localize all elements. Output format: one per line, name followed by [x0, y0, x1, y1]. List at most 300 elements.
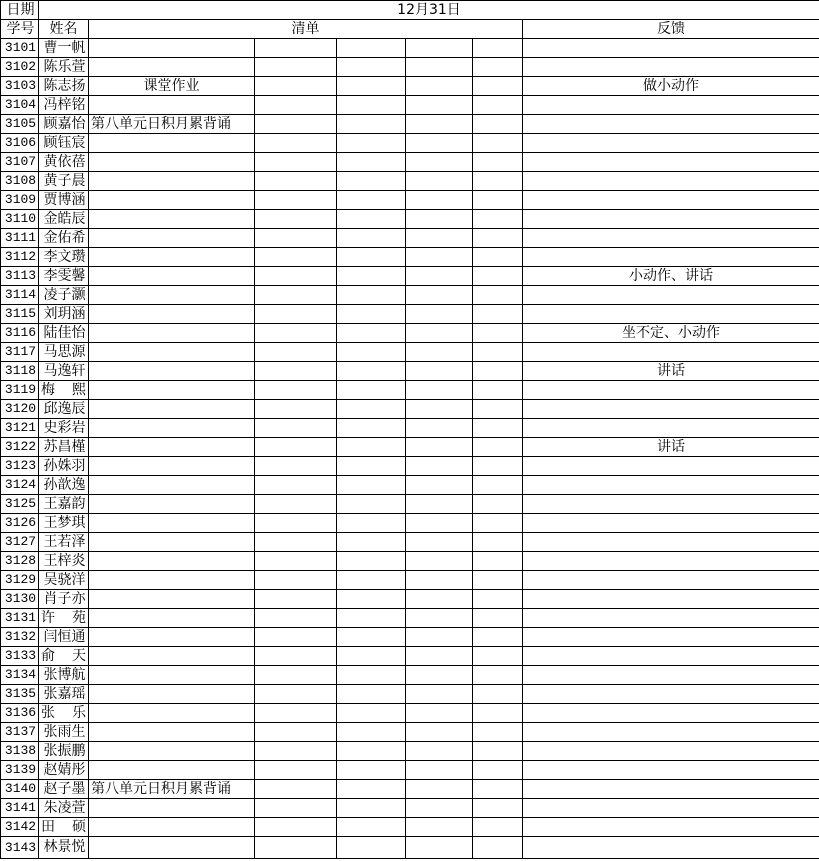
checklist-task-cell[interactable]: [89, 476, 255, 495]
checklist-check-cell[interactable]: [473, 381, 523, 400]
checklist-check-cell[interactable]: [337, 837, 406, 859]
checklist-check-cell[interactable]: [255, 685, 337, 704]
checklist-check-cell[interactable]: [473, 495, 523, 514]
checklist-task-cell[interactable]: [89, 590, 255, 609]
student-id-cell[interactable]: 3107: [1, 153, 39, 172]
student-id-cell[interactable]: 3119: [1, 381, 39, 400]
checklist-check-cell[interactable]: [473, 324, 523, 343]
checklist-check-cell[interactable]: [406, 381, 473, 400]
feedback-cell[interactable]: [523, 286, 819, 305]
checklist-check-cell[interactable]: [406, 96, 473, 115]
checklist-check-cell[interactable]: [473, 647, 523, 666]
feedback-cell[interactable]: [523, 723, 819, 742]
checklist-check-cell[interactable]: [406, 324, 473, 343]
checklist-check-cell[interactable]: [255, 324, 337, 343]
student-id-cell[interactable]: 3104: [1, 96, 39, 115]
checklist-check-cell[interactable]: [473, 267, 523, 286]
checklist-check-cell[interactable]: [255, 609, 337, 628]
feedback-cell[interactable]: [523, 780, 819, 799]
student-id-cell[interactable]: 3130: [1, 590, 39, 609]
checklist-check-cell[interactable]: [473, 818, 523, 837]
checklist-check-cell[interactable]: [406, 305, 473, 324]
feedback-cell[interactable]: [523, 818, 819, 837]
checklist-task-cell[interactable]: [89, 39, 255, 58]
feedback-cell[interactable]: [523, 666, 819, 685]
checklist-check-cell[interactable]: [337, 305, 406, 324]
student-name-cell[interactable]: 陈乐萱: [39, 58, 89, 77]
checklist-check-cell[interactable]: [473, 248, 523, 267]
feedback-cell[interactable]: [523, 609, 819, 628]
checklist-check-cell[interactable]: [255, 571, 337, 590]
checklist-check-cell[interactable]: [337, 438, 406, 457]
checklist-task-cell[interactable]: [89, 533, 255, 552]
checklist-check-cell[interactable]: [337, 780, 406, 799]
checklist-check-cell[interactable]: [337, 761, 406, 780]
checklist-check-cell[interactable]: [337, 324, 406, 343]
student-name-cell[interactable]: 黄依蓓: [39, 153, 89, 172]
checklist-check-cell[interactable]: [337, 115, 406, 134]
checklist-check-cell[interactable]: [473, 172, 523, 191]
checklist-check-cell[interactable]: [406, 495, 473, 514]
checklist-check-cell[interactable]: [337, 343, 406, 362]
student-id-cell[interactable]: 3118: [1, 362, 39, 381]
checklist-check-cell[interactable]: [406, 400, 473, 419]
checklist-task-cell[interactable]: [89, 438, 255, 457]
feedback-cell[interactable]: [523, 153, 819, 172]
checklist-check-cell[interactable]: [255, 533, 337, 552]
checklist-check-cell[interactable]: [406, 134, 473, 153]
student-id-cell[interactable]: 3143: [1, 837, 39, 859]
feedback-cell[interactable]: [523, 761, 819, 780]
checklist-check-cell[interactable]: [406, 837, 473, 859]
student-name-cell[interactable]: 金佑希: [39, 229, 89, 248]
student-name-cell[interactable]: 邱逸辰: [39, 400, 89, 419]
checklist-check-cell[interactable]: [406, 761, 473, 780]
checklist-check-cell[interactable]: [473, 609, 523, 628]
checklist-check-cell[interactable]: [473, 685, 523, 704]
checklist-check-cell[interactable]: [473, 134, 523, 153]
checklist-check-cell[interactable]: [255, 210, 337, 229]
checklist-check-cell[interactable]: [473, 305, 523, 324]
student-name-cell[interactable]: 林景悦: [39, 837, 89, 859]
date-value-cell[interactable]: 12月31日: [39, 1, 819, 20]
student-id-cell[interactable]: 3102: [1, 58, 39, 77]
checklist-check-cell[interactable]: [337, 799, 406, 818]
checklist-check-cell[interactable]: [473, 286, 523, 305]
feedback-cell[interactable]: [523, 457, 819, 476]
checklist-check-cell[interactable]: [406, 628, 473, 647]
checklist-check-cell[interactable]: [406, 286, 473, 305]
checklist-check-cell[interactable]: [255, 248, 337, 267]
checklist-check-cell[interactable]: [473, 571, 523, 590]
checklist-check-cell[interactable]: [337, 666, 406, 685]
feedback-cell[interactable]: 讲话: [523, 438, 819, 457]
student-id-cell[interactable]: 3135: [1, 685, 39, 704]
checklist-check-cell[interactable]: [255, 381, 337, 400]
checklist-task-cell[interactable]: [89, 647, 255, 666]
student-id-cell[interactable]: 3127: [1, 533, 39, 552]
checklist-check-cell[interactable]: [337, 628, 406, 647]
checklist-check-cell[interactable]: [473, 343, 523, 362]
checklist-task-cell[interactable]: [89, 799, 255, 818]
student-id-cell[interactable]: 3105: [1, 115, 39, 134]
checklist-check-cell[interactable]: [406, 191, 473, 210]
feedback-cell[interactable]: [523, 419, 819, 438]
checklist-task-cell[interactable]: [89, 704, 255, 723]
checklist-check-cell[interactable]: [473, 799, 523, 818]
checklist-check-cell[interactable]: [406, 210, 473, 229]
checklist-task-cell[interactable]: [89, 761, 255, 780]
checklist-check-cell[interactable]: [255, 77, 337, 96]
feedback-cell[interactable]: [523, 647, 819, 666]
checklist-check-cell[interactable]: [406, 685, 473, 704]
checklist-check-cell[interactable]: [473, 39, 523, 58]
header-id-cell[interactable]: 学号: [1, 20, 39, 39]
checklist-check-cell[interactable]: [337, 134, 406, 153]
student-id-cell[interactable]: 3101: [1, 39, 39, 58]
checklist-check-cell[interactable]: [473, 362, 523, 381]
checklist-task-cell[interactable]: [89, 134, 255, 153]
checklist-check-cell[interactable]: [406, 229, 473, 248]
checklist-check-cell[interactable]: [406, 153, 473, 172]
feedback-cell[interactable]: [523, 248, 819, 267]
checklist-task-cell[interactable]: [89, 343, 255, 362]
student-name-cell[interactable]: 张嘉瑶: [39, 685, 89, 704]
checklist-task-cell[interactable]: [89, 362, 255, 381]
student-name-cell[interactable]: 凌子灏: [39, 286, 89, 305]
checklist-check-cell[interactable]: [255, 723, 337, 742]
checklist-check-cell[interactable]: [337, 39, 406, 58]
checklist-check-cell[interactable]: [337, 191, 406, 210]
checklist-check-cell[interactable]: [255, 438, 337, 457]
checklist-check-cell[interactable]: [473, 704, 523, 723]
student-id-cell[interactable]: 3128: [1, 552, 39, 571]
checklist-task-cell[interactable]: [89, 267, 255, 286]
student-name-cell[interactable]: 赵婧彤: [39, 761, 89, 780]
checklist-check-cell[interactable]: [473, 723, 523, 742]
student-id-cell[interactable]: 3139: [1, 761, 39, 780]
student-name-cell[interactable]: 张博航: [39, 666, 89, 685]
checklist-check-cell[interactable]: [255, 419, 337, 438]
checklist-check-cell[interactable]: [473, 438, 523, 457]
student-id-cell[interactable]: 3129: [1, 571, 39, 590]
checklist-check-cell[interactable]: [255, 362, 337, 381]
checklist-task-cell[interactable]: [89, 58, 255, 77]
checklist-check-cell[interactable]: [473, 77, 523, 96]
checklist-check-cell[interactable]: [255, 761, 337, 780]
checklist-check-cell[interactable]: [473, 115, 523, 134]
checklist-task-cell[interactable]: [89, 248, 255, 267]
student-name-cell[interactable]: 陈志扬: [39, 77, 89, 96]
checklist-check-cell[interactable]: [255, 704, 337, 723]
student-name-cell[interactable]: 陆佳怡: [39, 324, 89, 343]
checklist-check-cell[interactable]: [255, 134, 337, 153]
student-name-cell[interactable]: 俞 天: [39, 647, 89, 666]
checklist-task-cell[interactable]: [89, 210, 255, 229]
checklist-check-cell[interactable]: [255, 628, 337, 647]
checklist-task-cell[interactable]: [89, 552, 255, 571]
student-id-cell[interactable]: 3122: [1, 438, 39, 457]
checklist-check-cell[interactable]: [337, 58, 406, 77]
checklist-check-cell[interactable]: [255, 229, 337, 248]
checklist-check-cell[interactable]: [337, 533, 406, 552]
student-name-cell[interactable]: 闫恒通: [39, 628, 89, 647]
feedback-cell[interactable]: [523, 742, 819, 761]
feedback-cell[interactable]: [523, 704, 819, 723]
student-id-cell[interactable]: 3137: [1, 723, 39, 742]
feedback-cell[interactable]: [523, 172, 819, 191]
student-name-cell[interactable]: 刘玥涵: [39, 305, 89, 324]
student-name-cell[interactable]: 李文瓒: [39, 248, 89, 267]
checklist-check-cell[interactable]: [473, 58, 523, 77]
checklist-task-cell[interactable]: 第八单元日积月累背诵: [89, 780, 255, 799]
checklist-check-cell[interactable]: [255, 552, 337, 571]
student-name-cell[interactable]: 梅 熙: [39, 381, 89, 400]
student-name-cell[interactable]: 孙姝羽: [39, 457, 89, 476]
student-id-cell[interactable]: 3133: [1, 647, 39, 666]
checklist-check-cell[interactable]: [473, 761, 523, 780]
checklist-task-cell[interactable]: [89, 495, 255, 514]
feedback-cell[interactable]: [523, 476, 819, 495]
checklist-check-cell[interactable]: [337, 210, 406, 229]
checklist-check-cell[interactable]: [255, 115, 337, 134]
checklist-task-cell[interactable]: [89, 305, 255, 324]
feedback-cell[interactable]: 做小动作: [523, 77, 819, 96]
checklist-task-cell[interactable]: [89, 153, 255, 172]
student-id-cell[interactable]: 3112: [1, 248, 39, 267]
student-name-cell[interactable]: 苏昌槿: [39, 438, 89, 457]
feedback-cell[interactable]: [523, 552, 819, 571]
checklist-check-cell[interactable]: [473, 191, 523, 210]
checklist-check-cell[interactable]: [337, 96, 406, 115]
checklist-check-cell[interactable]: [406, 362, 473, 381]
student-name-cell[interactable]: 顾嘉怡: [39, 115, 89, 134]
date-label-cell[interactable]: 日期: [1, 1, 39, 20]
student-name-cell[interactable]: 王梦琪: [39, 514, 89, 533]
checklist-task-cell[interactable]: [89, 837, 255, 859]
checklist-check-cell[interactable]: [337, 248, 406, 267]
checklist-task-cell[interactable]: 第八单元日积月累背诵: [89, 115, 255, 134]
student-name-cell[interactable]: 许 苑: [39, 609, 89, 628]
student-name-cell[interactable]: 肖子亦: [39, 590, 89, 609]
checklist-task-cell[interactable]: [89, 324, 255, 343]
header-name-cell[interactable]: 姓名: [39, 20, 89, 39]
checklist-task-cell[interactable]: [89, 666, 255, 685]
student-name-cell[interactable]: 孙歆逸: [39, 476, 89, 495]
checklist-check-cell[interactable]: [255, 514, 337, 533]
checklist-check-cell[interactable]: [337, 286, 406, 305]
checklist-check-cell[interactable]: [473, 552, 523, 571]
feedback-cell[interactable]: 坐不定、小动作: [523, 324, 819, 343]
student-id-cell[interactable]: 3108: [1, 172, 39, 191]
student-name-cell[interactable]: 曹一帆: [39, 39, 89, 58]
checklist-task-cell[interactable]: [89, 628, 255, 647]
checklist-check-cell[interactable]: [337, 153, 406, 172]
feedback-cell[interactable]: [523, 628, 819, 647]
student-id-cell[interactable]: 3132: [1, 628, 39, 647]
student-id-cell[interactable]: 3116: [1, 324, 39, 343]
checklist-check-cell[interactable]: [255, 39, 337, 58]
checklist-check-cell[interactable]: [337, 457, 406, 476]
checklist-check-cell[interactable]: [255, 666, 337, 685]
feedback-cell[interactable]: [523, 343, 819, 362]
student-id-cell[interactable]: 3126: [1, 514, 39, 533]
student-id-cell[interactable]: 3106: [1, 134, 39, 153]
checklist-check-cell[interactable]: [337, 381, 406, 400]
checklist-check-cell[interactable]: [255, 647, 337, 666]
checklist-task-cell[interactable]: [89, 457, 255, 476]
checklist-check-cell[interactable]: [406, 419, 473, 438]
feedback-cell[interactable]: [523, 210, 819, 229]
student-id-cell[interactable]: 3121: [1, 419, 39, 438]
checklist-check-cell[interactable]: [473, 400, 523, 419]
checklist-check-cell[interactable]: [255, 742, 337, 761]
checklist-check-cell[interactable]: [406, 39, 473, 58]
checklist-task-cell[interactable]: [89, 723, 255, 742]
student-id-cell[interactable]: 3124: [1, 476, 39, 495]
checklist-check-cell[interactable]: [406, 666, 473, 685]
checklist-check-cell[interactable]: [406, 457, 473, 476]
checklist-check-cell[interactable]: [406, 267, 473, 286]
checklist-check-cell[interactable]: [473, 514, 523, 533]
checklist-task-cell[interactable]: [89, 818, 255, 837]
student-id-cell[interactable]: 3113: [1, 267, 39, 286]
student-id-cell[interactable]: 3141: [1, 799, 39, 818]
checklist-check-cell[interactable]: [337, 229, 406, 248]
checklist-check-cell[interactable]: [473, 476, 523, 495]
checklist-check-cell[interactable]: [337, 818, 406, 837]
checklist-check-cell[interactable]: [337, 742, 406, 761]
checklist-check-cell[interactable]: [255, 476, 337, 495]
checklist-check-cell[interactable]: [406, 77, 473, 96]
checklist-check-cell[interactable]: [255, 96, 337, 115]
feedback-cell[interactable]: [523, 96, 819, 115]
checklist-check-cell[interactable]: [473, 419, 523, 438]
checklist-task-cell[interactable]: 课堂作业: [89, 77, 255, 96]
checklist-check-cell[interactable]: [406, 343, 473, 362]
checklist-check-cell[interactable]: [406, 609, 473, 628]
checklist-task-cell[interactable]: [89, 571, 255, 590]
checklist-check-cell[interactable]: [406, 647, 473, 666]
student-id-cell[interactable]: 3110: [1, 210, 39, 229]
feedback-cell[interactable]: [523, 229, 819, 248]
checklist-check-cell[interactable]: [473, 837, 523, 859]
checklist-check-cell[interactable]: [473, 210, 523, 229]
checklist-task-cell[interactable]: [89, 381, 255, 400]
checklist-check-cell[interactable]: [255, 286, 337, 305]
student-name-cell[interactable]: 顾钰宸: [39, 134, 89, 153]
checklist-check-cell[interactable]: [255, 818, 337, 837]
checklist-check-cell[interactable]: [406, 799, 473, 818]
checklist-check-cell[interactable]: [337, 647, 406, 666]
checklist-check-cell[interactable]: [337, 362, 406, 381]
checklist-check-cell[interactable]: [255, 153, 337, 172]
student-id-cell[interactable]: 3134: [1, 666, 39, 685]
feedback-cell[interactable]: [523, 39, 819, 58]
checklist-check-cell[interactable]: [406, 533, 473, 552]
checklist-task-cell[interactable]: [89, 96, 255, 115]
checklist-check-cell[interactable]: [337, 685, 406, 704]
checklist-check-cell[interactable]: [337, 419, 406, 438]
checklist-check-cell[interactable]: [337, 77, 406, 96]
checklist-check-cell[interactable]: [406, 571, 473, 590]
checklist-check-cell[interactable]: [337, 514, 406, 533]
student-id-cell[interactable]: 3125: [1, 495, 39, 514]
checklist-check-cell[interactable]: [255, 590, 337, 609]
feedback-cell[interactable]: [523, 115, 819, 134]
student-id-cell[interactable]: 3123: [1, 457, 39, 476]
checklist-check-cell[interactable]: [473, 229, 523, 248]
student-id-cell[interactable]: 3131: [1, 609, 39, 628]
checklist-task-cell[interactable]: [89, 400, 255, 419]
feedback-cell[interactable]: [523, 400, 819, 419]
feedback-cell[interactable]: [523, 514, 819, 533]
feedback-cell[interactable]: [523, 799, 819, 818]
student-name-cell[interactable]: 李雯馨: [39, 267, 89, 286]
student-name-cell[interactable]: 张振鹏: [39, 742, 89, 761]
checklist-check-cell[interactable]: [406, 742, 473, 761]
checklist-check-cell[interactable]: [255, 267, 337, 286]
checklist-check-cell[interactable]: [473, 628, 523, 647]
student-id-cell[interactable]: 3109: [1, 191, 39, 210]
checklist-check-cell[interactable]: [255, 191, 337, 210]
checklist-task-cell[interactable]: [89, 419, 255, 438]
checklist-check-cell[interactable]: [255, 495, 337, 514]
student-id-cell[interactable]: 3111: [1, 229, 39, 248]
feedback-cell[interactable]: [523, 571, 819, 590]
student-id-cell[interactable]: 3115: [1, 305, 39, 324]
checklist-task-cell[interactable]: [89, 172, 255, 191]
checklist-check-cell[interactable]: [337, 267, 406, 286]
checklist-task-cell[interactable]: [89, 191, 255, 210]
header-feedback-cell[interactable]: 反馈: [523, 20, 819, 39]
checklist-check-cell[interactable]: [337, 723, 406, 742]
checklist-check-cell[interactable]: [473, 666, 523, 685]
checklist-check-cell[interactable]: [406, 58, 473, 77]
checklist-check-cell[interactable]: [337, 571, 406, 590]
checklist-check-cell[interactable]: [406, 723, 473, 742]
checklist-task-cell[interactable]: [89, 742, 255, 761]
checklist-check-cell[interactable]: [255, 780, 337, 799]
student-name-cell[interactable]: 张 乐: [39, 704, 89, 723]
checklist-check-cell[interactable]: [255, 400, 337, 419]
checklist-check-cell[interactable]: [337, 495, 406, 514]
student-id-cell[interactable]: 3117: [1, 343, 39, 362]
checklist-check-cell[interactable]: [473, 742, 523, 761]
checklist-check-cell[interactable]: [255, 837, 337, 859]
checklist-check-cell[interactable]: [255, 343, 337, 362]
checklist-check-cell[interactable]: [406, 476, 473, 495]
student-name-cell[interactable]: 田 硕: [39, 818, 89, 837]
checklist-check-cell[interactable]: [473, 457, 523, 476]
student-name-cell[interactable]: 冯梓铭: [39, 96, 89, 115]
student-name-cell[interactable]: 史彩岩: [39, 419, 89, 438]
checklist-check-cell[interactable]: [337, 172, 406, 191]
checklist-task-cell[interactable]: [89, 685, 255, 704]
checklist-check-cell[interactable]: [337, 476, 406, 495]
student-id-cell[interactable]: 3140: [1, 780, 39, 799]
student-id-cell[interactable]: 3136: [1, 704, 39, 723]
checklist-check-cell[interactable]: [406, 115, 473, 134]
checklist-check-cell[interactable]: [406, 818, 473, 837]
student-name-cell[interactable]: 黄子晨: [39, 172, 89, 191]
checklist-check-cell[interactable]: [337, 552, 406, 571]
feedback-cell[interactable]: 小动作、讲话: [523, 267, 819, 286]
student-name-cell[interactable]: 王若泽: [39, 533, 89, 552]
checklist-check-cell[interactable]: [406, 780, 473, 799]
feedback-cell[interactable]: [523, 305, 819, 324]
feedback-cell[interactable]: [523, 191, 819, 210]
